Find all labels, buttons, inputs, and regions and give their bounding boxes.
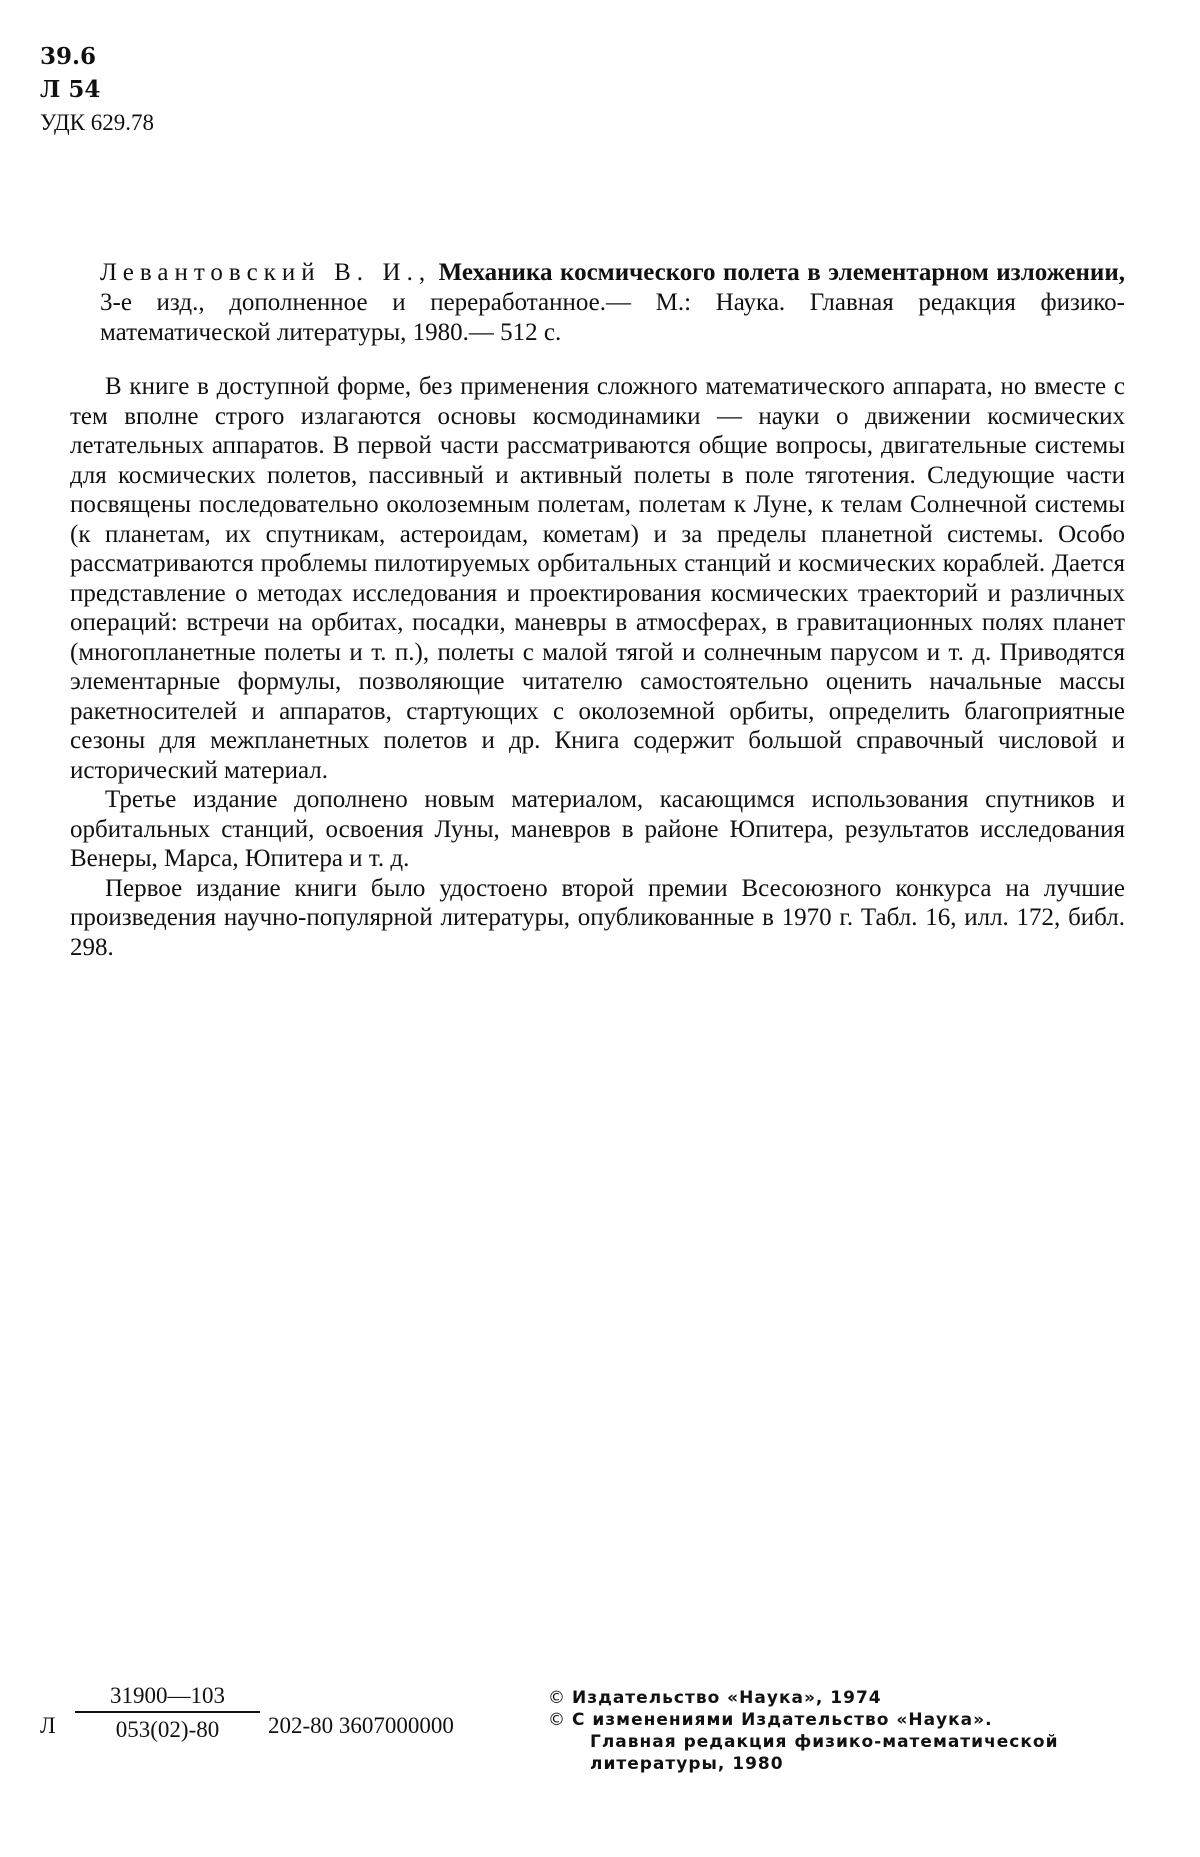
publication-details: 3-е изд., дополненное и переработанное.— М.: Наука. Главная редакция физико-математической литературы, 1980.— 512 с. (100, 289, 1125, 346)
index-numerator: 31900—103 (75, 1683, 260, 1713)
copyright-line-1: Издательство «Наука», 1974 (572, 1688, 882, 1708)
annotation-paragraph: Первое издание книги было удостоено второй премии Всесоюзного конкурса на лучшие произведения научно-популярной литературы, опубликованные в 1970 г. Табл. 16, илл. 172, библ. 298. (70, 874, 1125, 961)
copyright-notice (548, 1687, 1138, 1775)
index-fraction (75, 1683, 260, 1743)
index-tail: 202-80 3607000000 (268, 1713, 454, 1738)
annotation (70, 372, 1125, 962)
book-title: Механика космического полета в элементарном изложении, (438, 259, 1125, 286)
author-name: Левантовский В. И., (100, 259, 432, 286)
author-sign: Л 54 (40, 76, 101, 103)
copyright-line-2: С изменениями Издательство «Наука». (572, 1710, 993, 1730)
copyright-icon: © (548, 1710, 566, 1730)
copyright-icon: © (548, 1688, 566, 1708)
index-letter: Л (40, 1713, 56, 1738)
classification-codes (40, 40, 154, 139)
index-denominator: 053(02)-80 (115, 1717, 220, 1742)
copyright-line-3: Главная редакция физико-математической (590, 1732, 1059, 1752)
bbk-code: 39.6 (40, 43, 97, 70)
bibliographic-description (100, 258, 1125, 348)
annotation-paragraph: Третье издание дополнено новым материалом, касающимся использования спутников и орбитальных станций, освоения Луны, маневров в районе Юпитера, результатов исследования Венеры, Марса, Юпитера и т. д. (70, 786, 1125, 872)
udk-code: УДК 629.78 (40, 110, 154, 135)
annotation-paragraph: В книге в доступной форме, без применения сложного математического аппарата, но вместе с тем вполне строго излагаются основы космодинамики — науки о движении космических летательных аппаратов. В первой части рассматриваются общие вопросы, двигательные системы для космических полетов, пассивный и активный полеты в поле тяготения. Следующие части посвящены последовательно околоземным полетам, полетам к Луне, к телам Солнечной системы (к планетам, их спутникам, астероидам, кометам) и за пределы планетной системы. Особо рассматриваются проблемы пилотируемых орбитальных станций и космических кораблей. Дается представление о методах исследования и проектирования космических траекторий и различных операций: встречи на орбитах, посадки, маневры в атмосферах, в гравитационных полях планет (многопланетные полеты и т. п.), полеты с малой тягой и солнечным парусом и т. д. Приводятся элементарные формулы, позволяющие читателю самостоятельно оценить начальные массы ракетносителей и аппаратов, стартующих с околоземной орбиты, определить благоприятные сезоны для межпланетных полетов и др. Книга содержит большой справочный числовой и исторический материал. (70, 373, 1125, 784)
publication-index (40, 1683, 500, 1773)
copyright-line-4: литературы, 1980 (590, 1754, 784, 1774)
